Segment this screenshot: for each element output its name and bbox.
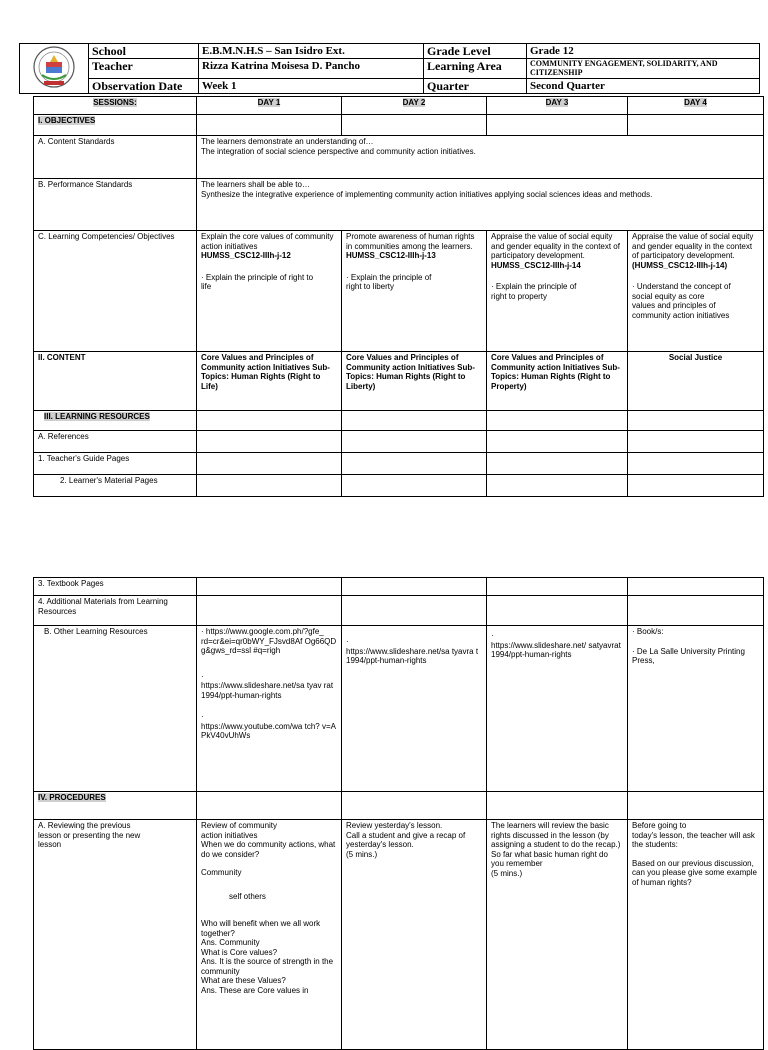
school-value: E.B.M.N.H.S – San Isidro Ext. — [199, 44, 424, 59]
day-2-header: DAY 2 — [342, 97, 487, 115]
content-day-3: Core Values and Principles of Community action Initiatives Sub-Topics: Human Rights (Right to Property) — [487, 352, 628, 411]
sessions-row — [34, 97, 764, 115]
book-publisher: · De La Salle University Printing Press, — [632, 646, 745, 665]
reviewing-day-1: Review of community action initiatives When we do community actions, what do we consider? Community self others Who will benefit when we all work together? Ans. Community What is Core values? Ans. It is the source of strength in the community What are these Values? Ans. These are Core values in — [197, 820, 342, 1050]
other-resources-label: B. Other Learning Resources — [34, 626, 197, 792]
references-label: A. References — [34, 431, 197, 453]
resource-link: · https://www.youtube.com/wa tch? v=APkV40vUhWs — [201, 712, 336, 740]
day-3-header: DAY 3 — [487, 97, 628, 115]
sessions-label: SESSIONS: — [34, 97, 197, 115]
learning-resources-row — [34, 411, 764, 431]
other-resources-day-3 — [487, 626, 628, 792]
reviewing-day-3: The learners will review the basic rights discussed in the lesson (by assigning a student to do the recap.) So far what basic human right do you remember (5 mins.) — [487, 820, 628, 1050]
other-resources-day-1 — [197, 626, 342, 792]
other-resources-day-4 — [628, 626, 764, 792]
content-standards-row — [34, 136, 764, 179]
procedures-row — [34, 792, 764, 820]
lesson-plan-table — [33, 96, 764, 497]
reviewing-lesson-row — [34, 820, 764, 1050]
competencies-row — [34, 231, 764, 352]
learning-area-value: COMMUNITY ENGAGEMENT, SOLIDARITY, AND CITIZENSHIP — [527, 59, 760, 79]
content-row — [34, 352, 764, 411]
observation-date-label: Observation Date — [89, 79, 199, 94]
competency-day-2: Promote awareness of human rights in communities among the learners. HUMSS_CSC12-IIIh-j-13 · Explain the principle of right to liberty — [342, 231, 487, 352]
resource-link: · https://www.google.com.ph/?gfe_ rd=cr&ei=qr0bWY_FJsvd8Af Og66QDg&gws_rd=ssl #q=righ — [201, 627, 337, 655]
teachers-guide-row — [34, 453, 764, 475]
day-1-header: DAY 1 — [197, 97, 342, 115]
competencies-label: C. Learning Competencies/ Objectives — [34, 231, 197, 352]
quarter-value: Second Quarter — [527, 79, 760, 94]
procedures-heading: IV. PROCEDURES — [34, 792, 197, 820]
performance-standards-row — [34, 179, 764, 231]
resource-link: · https://www.slideshare.net/ satyavrat 1994/ppt-human-rights — [491, 631, 621, 659]
content-day-1: Core Values and Principles of Community action Initiatives Sub-Topics: Human Rights (Right to Life) — [197, 352, 342, 411]
competency-day-3: Appraise the value of social equity and gender equality in the context of participatory development. HUMSS_CSC12-IIIh-j-14 · Explain the principle of right to property — [487, 231, 628, 352]
quarter-label: Quarter — [424, 79, 527, 94]
additional-materials-label: 4. Additional Materials from Learning Resources — [34, 596, 197, 626]
performance-standards-label: B. Performance Standards — [34, 179, 197, 231]
textbook-row — [34, 578, 764, 596]
grade-level-value: Grade 12 — [527, 44, 760, 59]
content-standards-label: A. Content Standards — [34, 136, 197, 179]
learners-material-row — [34, 475, 764, 497]
competency-day-4: Appraise the value of social equity and gender equality in the context of participatory development. (HUMSS_CSC12-IIIh-j-14) · Understand the concept of social equity as core values and principles of community action initiatives — [628, 231, 764, 352]
header-table — [19, 43, 760, 94]
reviewing-day-2: Review yesterday's lesson. Call a student and give a recap of yesterday's lesson. (5 mins.) — [342, 820, 487, 1050]
additional-materials-row — [34, 596, 764, 626]
observation-date-value: Week 1 — [199, 79, 424, 94]
teacher-value: Rizza Katrina Moisesa D. Pancho — [199, 59, 424, 79]
content-day-4: Social Justice — [628, 352, 764, 411]
performance-standards-text: The learners shall be able to… Synthesize the integrative experience of implementing community action initiatives applying social sciences ideas and methods. — [197, 179, 764, 231]
school-label: School — [89, 44, 199, 59]
objectives-heading: I. OBJECTIVES — [34, 115, 197, 136]
book-label: · Book/s: — [632, 627, 664, 636]
lesson-plan-table-continued — [33, 577, 764, 1050]
resource-link: · https://www.slideshare.net/sa tyav rat1994/ppt-human-rights — [201, 671, 334, 700]
competency-day-1: Explain the core values of community action initiatives HUMSS_CSC12-IIIh-j-12 · Explain the principle of right to life — [197, 231, 342, 352]
teacher-label: Teacher — [89, 59, 199, 79]
school-seal-logo — [20, 44, 89, 94]
learners-material-label: 2. Learner's Material Pages — [34, 475, 197, 497]
content-day-2: Core Values and Principles of Community action Initiatives Sub-Topics: Human Rights (Right to Liberty) — [342, 352, 487, 411]
day-4-header: DAY 4 — [628, 97, 764, 115]
content-label: II. CONTENT — [34, 352, 197, 411]
learning-resources-heading: III. LEARNING RESOURCES — [34, 411, 197, 431]
reviewing-lesson-label: A. Reviewing the previous lesson or presenting the new lesson — [34, 820, 197, 1050]
content-standards-text: The learners demonstrate an understanding of… The integration of social science perspective and community action initiatives. — [197, 136, 764, 179]
resource-link: · https://www.slideshare.net/sa tyavra t1994/ppt-human-rights — [346, 637, 479, 665]
teachers-guide-label: 1. Teacher's Guide Pages — [34, 453, 197, 475]
reviewing-day-4: Before going to today's lesson, the teacher will ask the students: Based on our previous discussion, can you please give some example of human rights? — [628, 820, 764, 1050]
other-resources-row — [34, 626, 764, 792]
textbook-label: 3. Textbook Pages — [34, 578, 197, 596]
learning-area-label: Learning Area — [424, 59, 527, 79]
objectives-row — [34, 115, 764, 136]
grade-level-label: Grade Level — [424, 44, 527, 59]
other-resources-day-2 — [342, 626, 487, 792]
references-row — [34, 431, 764, 453]
